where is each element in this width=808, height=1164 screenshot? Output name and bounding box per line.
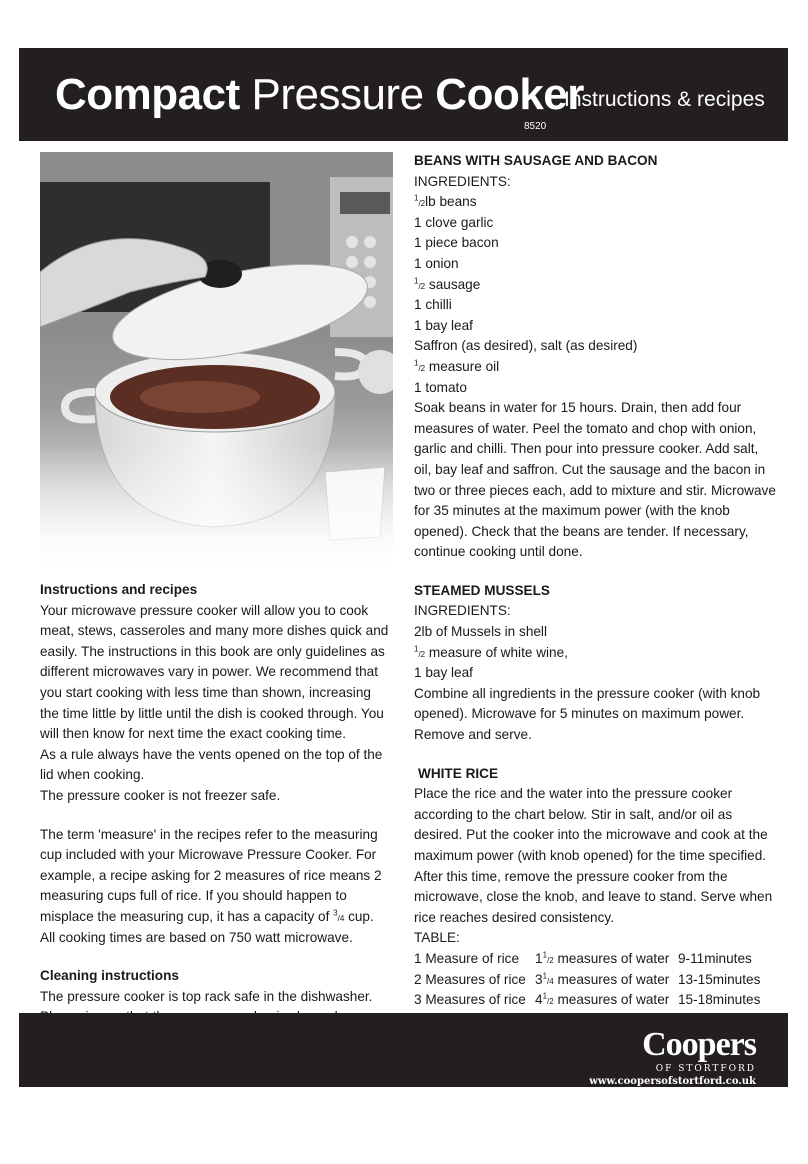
header-banner: [19, 48, 788, 141]
title-part-cooker: Cooker: [435, 70, 584, 119]
instructions-paragraph-2: As a rule always have the vents opened on the top of the lid when cooking.: [40, 746, 383, 783]
measure-fraction-denominator: /4: [337, 913, 345, 923]
instructions-paragraph-1: Your microwave pressure cooker will allow you to cook meat, stews, casseroles and many more dishes quick and easily. The instructions in this book are only guidelines as different microwaves vary in power. We recommend that you start cooking with less time than shown, increasing the time little by little until the dish is cooked through. You will then know for next time the exact cooking time.: [40, 602, 389, 742]
page-title: [55, 70, 584, 120]
list-item: 1 clove garlic: [414, 214, 494, 230]
product-photo: [40, 152, 393, 572]
rice-method: Place the rice and the water into the pressure cooker according to the chart below. Stir in salt, and/or oil as desired. Put the cooker into the microwave and cook at the maximum power (with knob opened) for the time specified. After this time, remove the pressure cooker from the microwave, close the knob, and leave to stand. Serve when rice reaches desired consistency.: [414, 786, 773, 925]
rice-heading: WHITE RICE: [418, 765, 499, 781]
mussels-method: Combine all ingredients in the pressure cooker (with knob opened). Microwave for 5 minutes on maximum power. Remove and serve.: [414, 685, 761, 743]
beans-heading: BEANS WITH SAUSAGE AND BACON: [414, 153, 658, 168]
pressure-cooker-image: [40, 152, 393, 572]
brand-logo: [589, 1027, 756, 1089]
list-item: Saffron (as desired), salt (as desired): [414, 338, 638, 354]
logo-wordmark: Coopers: [642, 1026, 756, 1063]
logo-tagline: OF STORTFORD: [655, 1064, 756, 1074]
list-item: $^1$/2 sausage: [414, 276, 481, 292]
right-column: [414, 151, 776, 1031]
cleaning-heading: Cleaning instructions: [40, 968, 179, 984]
mussels-heading: STEAMED MUSSELS: [414, 582, 550, 598]
title-part-compact: Compact: [55, 70, 240, 119]
list-item: 1 bay leaf: [414, 665, 473, 681]
table-row: 1 Measure of rice $1^1/2$ measures of water 9-11minutes: [414, 950, 752, 966]
list-item: 1 tomato: [414, 379, 467, 395]
instructions-heading: Instructions and recipes: [40, 582, 198, 597]
list-item: 1 bay leaf: [414, 317, 473, 333]
list-item: $^1$/2 measure oil: [414, 358, 500, 374]
list-item: $^1$/2lb beans: [414, 193, 477, 210]
measure-fraction-numerator: 3: [333, 908, 338, 918]
rice-table-label: TABLE:: [414, 930, 460, 946]
left-column: [40, 580, 390, 1048]
footer-banner: [19, 1013, 788, 1087]
title-part-pressure: Pressure: [251, 70, 424, 119]
list-item: 1 onion: [414, 255, 459, 271]
measure-paragraph-1: [40, 825, 390, 928]
list-item: $^1$/2 measure of white wine,: [414, 644, 568, 660]
page-subtitle: Instructions & recipes: [564, 88, 765, 111]
list-item: 1 piece bacon: [414, 235, 499, 251]
product-code: 8520: [524, 121, 547, 132]
list-item: 1 chilli: [414, 297, 452, 313]
website-url: www.coopersofstortford.co.uk: [589, 1076, 756, 1087]
cleaning-paragraph: The pressure cooker is top rack safe in the dishwasher.: [40, 988, 373, 1004]
measure-paragraph-2: All cooking times are based on 750 watt microwave.: [40, 929, 353, 945]
list-item: 2lb of Mussels in shell: [414, 624, 547, 640]
beans-ingredients-label: INGREDIENTS:: [414, 173, 511, 189]
measure-text-b: cup.: [344, 908, 374, 924]
measure-text-a: The term 'measure' in the recipes refer to the measuring cup included with your Microwave Pressure Cooker. For example, a recipe asking for 2 measures of rice means 2 measuring cups full of rice. If you should happen to misplace the measuring cup, it has a capacity of: [40, 826, 382, 924]
beans-method: Soak beans in water for 15 hours. Drain, then add four measures of water. Peel the tomato and chop with onion, garlic and chilli. Then pour into pressure cooker. Add salt, oil, bay leaf and saffron. Cut the sausage and the bacon in two or three pieces each, add to mixture and stir. Microwave for 35 minutes at the maximum power (with the knob opened). Check that the beans are tender. If necessary, continue cooking until done.: [414, 400, 776, 560]
instructions-paragraph-3: The pressure cooker is not freezer safe.: [40, 787, 281, 803]
table-row: 2 Measures of rice $3^1/4$ measures of water 13-15minutes: [414, 971, 761, 987]
table-row: 3 Measures of rice $4^1/2$ measures of water 15-18minutes: [414, 991, 761, 1008]
mussels-ingredients-label: INGREDIENTS:: [414, 603, 511, 619]
beans-ingredients-list: [414, 192, 776, 398]
